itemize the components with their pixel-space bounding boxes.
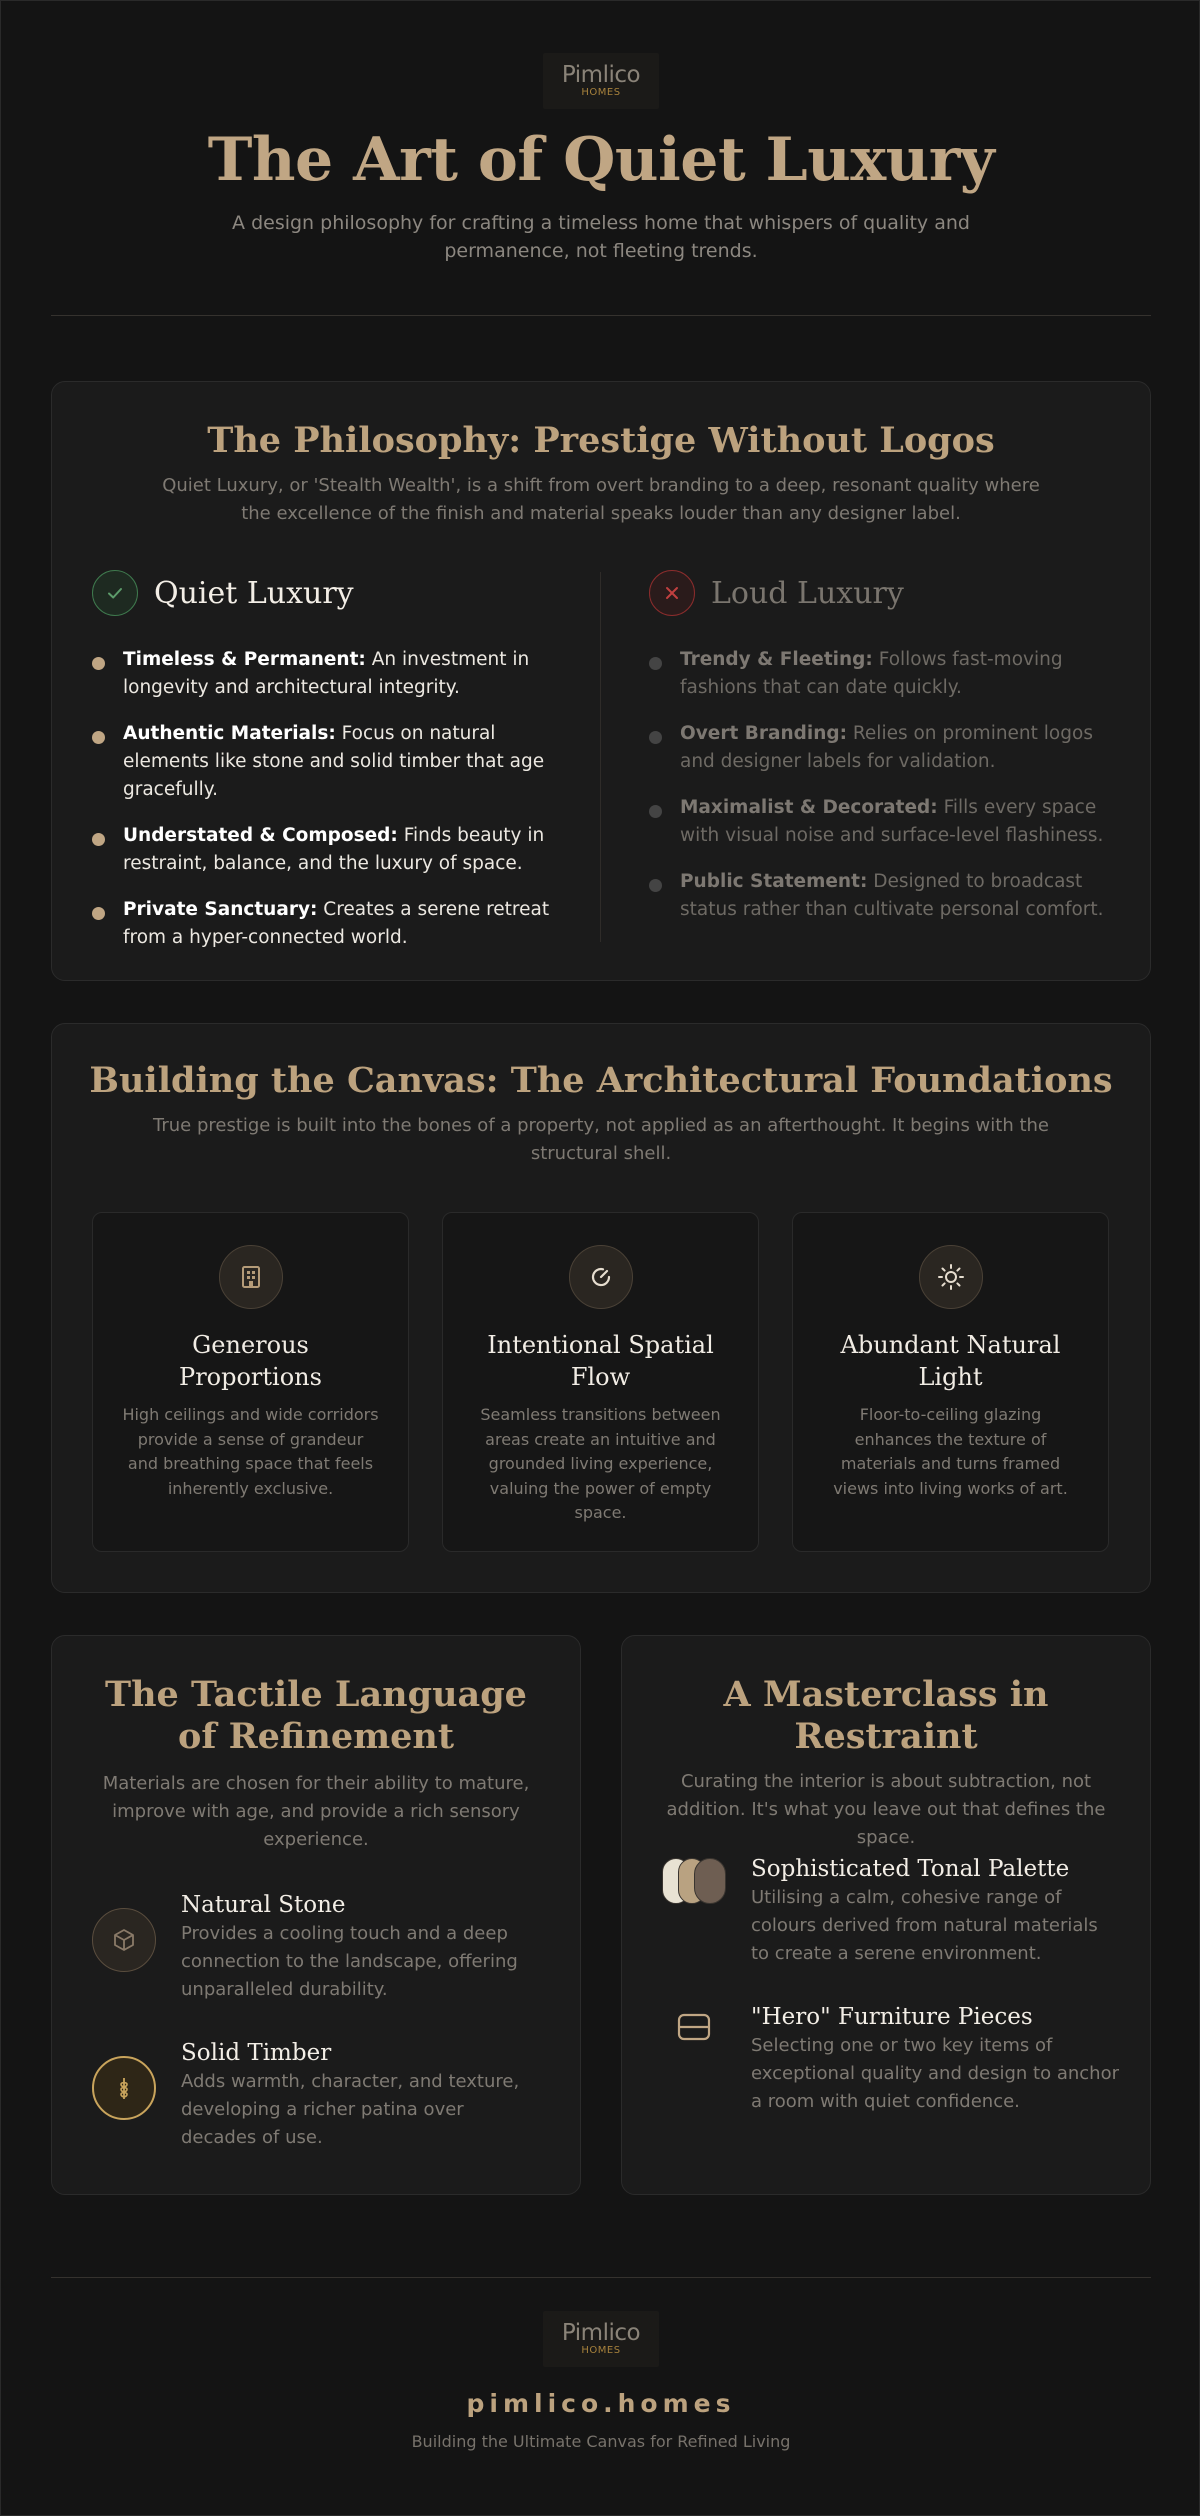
brand-logo[interactable] bbox=[543, 53, 659, 109]
bullet bbox=[92, 907, 105, 920]
foundation-title: Intentional Spatial Flow bbox=[487, 1331, 714, 1391]
restraint-item-title: Sophisticated Tonal Palette bbox=[751, 1856, 1070, 1882]
quiet-luxury-label: Quiet Luxury bbox=[154, 575, 354, 611]
footer-logo[interactable] bbox=[543, 2311, 659, 2367]
tactile-section bbox=[51, 1635, 581, 2195]
divider bbox=[51, 315, 1151, 316]
list-item bbox=[649, 868, 1109, 924]
cube-icon bbox=[92, 1908, 156, 1972]
item-text: Relies on prominent logos and designer labels for validation. bbox=[680, 723, 1093, 772]
restraint-title: A Masterclass in Restraint bbox=[723, 1674, 1049, 1757]
item-text: Creates a serene retreat from a hyper-connected world. bbox=[123, 899, 550, 948]
restraint-item bbox=[662, 2002, 1121, 2116]
item-term: Authentic Materials: bbox=[123, 723, 336, 744]
loud-luxury-label: Loud Luxury bbox=[711, 575, 904, 611]
item-text: Fills every space with visual noise and surface-level flashiness. bbox=[680, 797, 1104, 846]
item-term: Public Statement: bbox=[680, 871, 868, 892]
footer-tagline: Building the Ultimate Canvas for Refined Living bbox=[411, 2432, 791, 2451]
philosophy-section bbox=[51, 381, 1151, 981]
loud-luxury-header bbox=[649, 570, 1109, 616]
list-item bbox=[649, 720, 1109, 776]
check-icon bbox=[92, 570, 138, 616]
item-term: Trendy & Fleeting: bbox=[680, 649, 873, 670]
logo-word: Pimlico bbox=[561, 62, 641, 88]
list-item bbox=[92, 822, 552, 878]
bullet bbox=[92, 731, 105, 744]
tactile-subtitle: Materials are chosen for their ability to mature, improve with age, and provide a rich sensory experience. bbox=[102, 1773, 530, 1850]
list-item bbox=[649, 794, 1109, 850]
foundation-desc: Floor-to-ceiling glazing enhances the texture of materials and turns framed views into living works of art. bbox=[833, 1405, 1068, 1498]
bullet bbox=[92, 657, 105, 670]
foundation-title: Generous Proportions bbox=[179, 1331, 322, 1391]
foundations-section bbox=[51, 1023, 1151, 1593]
item-term: Understated & Composed: bbox=[123, 825, 398, 846]
foundations-subtitle: True prestige is built into the bones of a property, not applied as an afterthought. It begins with the structural shell. bbox=[152, 1115, 1049, 1164]
logo-word: Pimlico bbox=[561, 2320, 641, 2346]
page-title: The Art of Quiet Luxury bbox=[207, 125, 995, 195]
item-term: Maximalist & Decorated: bbox=[680, 797, 938, 818]
item-text: Finds beauty in restraint, balance, and the luxury of space. bbox=[123, 825, 545, 874]
footer bbox=[1, 2311, 1200, 2451]
swatch bbox=[694, 1858, 726, 1904]
restraint-item-desc: Utilising a calm, cohesive range of colours derived from natural materials to create a serene environment. bbox=[751, 1887, 1098, 1964]
material-title: Solid Timber bbox=[181, 2040, 332, 2066]
building-icon bbox=[219, 1245, 283, 1309]
bullet bbox=[649, 731, 662, 744]
logo-sub: HOMES bbox=[581, 87, 621, 98]
material-item bbox=[92, 2038, 536, 2152]
wheat-icon bbox=[92, 2056, 156, 2120]
bullet bbox=[649, 805, 662, 818]
quiet-luxury-column bbox=[92, 570, 552, 970]
philosophy-title: The Philosophy: Prestige Without Logos bbox=[207, 420, 995, 461]
item-text: Follows fast-moving fashions that can date quickly. bbox=[680, 649, 1063, 698]
restraint-section bbox=[621, 1635, 1151, 2195]
foundation-title: Abundant Natural Light bbox=[840, 1331, 1061, 1391]
material-desc: Adds warmth, character, and texture, developing a richer patina over decades of use. bbox=[181, 2071, 520, 2148]
palette-swatches-icon bbox=[662, 1858, 726, 1908]
foundation-desc: Seamless transitions between areas create an intuitive and grounded living experience, valuing the power of empty space. bbox=[480, 1405, 721, 1522]
footer-site-link[interactable]: pimlico.homes bbox=[466, 2389, 736, 2418]
bullet bbox=[649, 657, 662, 670]
restraint-item bbox=[662, 1854, 1121, 1968]
loud-luxury-list bbox=[649, 646, 1109, 924]
restraint-subtitle: Curating the interior is about subtraction, not addition. It's what you leave out that defines the space. bbox=[666, 1771, 1106, 1848]
list-item bbox=[92, 646, 552, 702]
logo-sub: HOMES bbox=[581, 2345, 621, 2356]
restraint-item-desc: Selecting one or two key items of exceptional quality and design to anchor a room with quiet confidence. bbox=[751, 2035, 1119, 2112]
bullet bbox=[649, 879, 662, 892]
divider bbox=[51, 2277, 1151, 2278]
item-text: Designed to broadcast status rather than cultivate personal comfort. bbox=[680, 871, 1104, 920]
philosophy-subtitle: Quiet Luxury, or 'Stealth Wealth', is a shift from overt branding to a deep, resonant quality where the excellence of the finish and material speaks louder than any designer label. bbox=[162, 475, 1040, 524]
material-desc: Provides a cooling touch and a deep connection to the landscape, offering unparalleled durability. bbox=[181, 1923, 518, 2000]
list-item bbox=[92, 896, 552, 952]
sun-icon bbox=[919, 1245, 983, 1309]
foundation-desc: High ceilings and wide corridors provide a sense of grandeur and breathing space that feels inherently exclusive. bbox=[122, 1405, 379, 1498]
tactile-title: The Tactile Language of Refinement bbox=[105, 1674, 527, 1757]
page-subtitle: A design philosophy for crafting a timeless home that whispers of quality and permanence, not fleeting trends. bbox=[232, 212, 970, 262]
close-icon bbox=[649, 570, 695, 616]
quiet-luxury-list bbox=[92, 646, 552, 952]
material-title: Natural Stone bbox=[181, 1892, 346, 1918]
flow-icon bbox=[569, 1245, 633, 1309]
item-text: An investment in longevity and architectural integrity. bbox=[123, 649, 530, 698]
list-item bbox=[92, 720, 552, 804]
foundation-card bbox=[92, 1212, 409, 1552]
item-term: Timeless & Permanent: bbox=[123, 649, 366, 670]
item-term: Overt Branding: bbox=[680, 723, 848, 744]
foundation-card bbox=[792, 1212, 1109, 1552]
item-term: Private Sanctuary: bbox=[123, 899, 318, 920]
material-item bbox=[92, 1890, 536, 2004]
restraint-item-title: "Hero" Furniture Pieces bbox=[751, 2004, 1033, 2030]
column-divider bbox=[600, 572, 601, 942]
bullet bbox=[92, 833, 105, 846]
item-text: Focus on natural elements like stone and solid timber that age gracefully. bbox=[123, 723, 545, 800]
quiet-luxury-header bbox=[92, 570, 552, 616]
list-item bbox=[649, 646, 1109, 702]
furniture-icon bbox=[662, 2002, 726, 2052]
header bbox=[1, 53, 1200, 265]
loud-luxury-column bbox=[649, 570, 1109, 942]
foundation-card bbox=[442, 1212, 759, 1552]
foundations-title: Building the Canvas: The Architectural Foundations bbox=[89, 1060, 1113, 1101]
